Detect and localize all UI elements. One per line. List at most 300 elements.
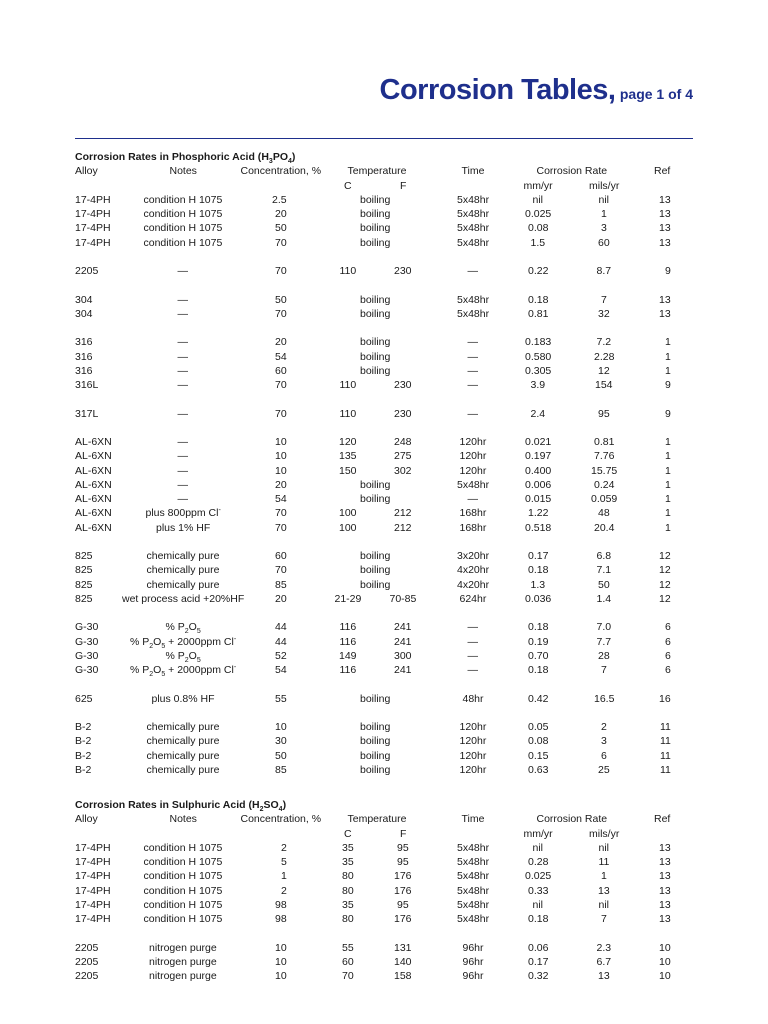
cell-alloy: B-2	[75, 735, 92, 748]
cell-concentration: 2	[281, 841, 287, 854]
cell-alloy: 316L	[75, 379, 99, 391]
cell-temp-f: 241	[394, 621, 412, 634]
cell-concentration: 44	[275, 621, 287, 634]
cell-alloy: 17-4PH	[75, 841, 111, 854]
cell-rate-mm-yr: 0.580	[525, 350, 552, 363]
cell-time: 48hr	[462, 692, 484, 705]
cell-notes: nitrogen purge	[149, 970, 217, 982]
cell-time: 5x48hr	[457, 913, 490, 925]
cell-temp-c: 135	[339, 450, 357, 463]
cell-rate-mils-yr: nil	[598, 841, 610, 854]
cell-alloy: 17-4PH	[75, 856, 111, 868]
cell-temp-f: 275	[394, 450, 412, 463]
cell-notes	[166, 621, 201, 635]
cell-rate-mils-yr: 95	[598, 407, 610, 420]
header-ref: Ref	[654, 165, 671, 178]
cell-rate-mils-yr: 7.1	[596, 564, 612, 577]
cell-ref: 13	[659, 193, 671, 206]
cell-alloy: 17-4PH	[75, 884, 111, 897]
cell-alloy: G-30	[75, 664, 99, 676]
cell-time: 96hr	[462, 941, 484, 954]
cell-ref: 6	[665, 635, 671, 648]
cell-ref: 1	[665, 493, 671, 505]
cell-temperature-boiling: boiling	[360, 478, 391, 491]
cell-alloy: 17-4PH	[75, 236, 111, 249]
cell-concentration: 54	[275, 493, 287, 505]
cell-rate-mils-yr: 7.76	[594, 450, 615, 463]
cell-time: 5x48hr	[457, 208, 490, 220]
cell-temp-f: 230	[394, 265, 412, 277]
cell-time: 5x48hr	[457, 841, 490, 854]
cell-rate-mm-yr: 0.18	[528, 621, 549, 634]
cell-rate-mm-yr: 0.22	[528, 265, 549, 277]
cell-concentration: 10	[275, 450, 287, 463]
cell-rate-mm-yr: nil	[532, 898, 544, 911]
cell-time: 4x20hr	[457, 578, 490, 591]
cell-concentration: 50	[275, 293, 287, 306]
cell-notes: condition H 1075	[143, 841, 223, 854]
cell-ref: 13	[659, 856, 671, 868]
cell-notes: —	[177, 478, 188, 491]
cell-concentration: 20	[275, 592, 287, 605]
cell-ref: 11	[660, 763, 671, 776]
subscript: 2	[184, 628, 189, 636]
cell-notes: chemically pure	[146, 721, 220, 733]
header-notes: Notes	[169, 813, 197, 826]
cell-rate-mils-yr: 0.81	[594, 436, 615, 448]
cell-alloy: 17-4PH	[75, 898, 111, 911]
cell-temp-f: 212	[394, 507, 412, 520]
cell-rate-mils-yr: 7	[601, 293, 607, 306]
text-segment: O	[188, 649, 197, 662]
cell-temp-f: 230	[394, 379, 412, 391]
page-title-main: Corrosion Tables,	[379, 74, 616, 106]
cell-time: —	[467, 407, 478, 420]
subscript: 2	[149, 671, 154, 678]
cell-time: 5x48hr	[457, 236, 490, 249]
cell-concentration: 50	[275, 222, 287, 235]
cell-concentration: 70	[275, 307, 287, 320]
cell-rate-mm-yr: 0.183	[525, 336, 552, 349]
cell-temp-c: 116	[339, 621, 357, 634]
cell-alloy: 316	[75, 364, 93, 377]
cell-time: 5x48hr	[457, 193, 490, 206]
cell-ref: 1	[665, 350, 671, 363]
cell-alloy: G-30	[75, 635, 99, 648]
cell-ref: 13	[659, 293, 671, 306]
cell-concentration: 52	[275, 649, 287, 662]
cell-notes: condition H 1075	[143, 222, 223, 235]
cell-time: —	[467, 493, 478, 505]
cell-time: 5x48hr	[457, 870, 490, 883]
cell-ref: 1	[665, 436, 671, 448]
cell-temp-f: 95	[397, 898, 409, 911]
cell-alloy: B-2	[75, 749, 92, 762]
cell-rate-mm-yr: 1.5	[530, 236, 546, 249]
cell-ref: 13	[659, 208, 671, 220]
cell-rate-mils-yr: 7	[601, 664, 607, 676]
cell-notes: condition H 1075	[143, 856, 223, 868]
cell-alloy: 17-4PH	[75, 193, 111, 206]
header-celsius: C	[344, 179, 352, 192]
cell-temp-c: 116	[339, 664, 357, 676]
cell-concentration: 1	[281, 870, 287, 883]
cell-notes: —	[177, 450, 188, 463]
cell-temp-c: 35	[342, 856, 354, 868]
subscript: 2	[259, 806, 264, 813]
cell-temp-c: 100	[339, 507, 357, 520]
subscript: 5	[161, 642, 166, 650]
cell-ref: 12	[659, 550, 671, 562]
cell-concentration: 54	[275, 350, 287, 363]
cell-rate-mm-yr: 0.18	[528, 664, 549, 676]
cell-time: —	[467, 265, 478, 277]
cell-rate-mils-yr: 15.75	[591, 464, 618, 477]
cell-rate-mm-yr: 0.15	[528, 749, 549, 762]
cell-temp-f: 300	[394, 649, 412, 662]
cell-alloy: 825	[75, 550, 93, 562]
cell-alloy: AL-6XN	[75, 436, 112, 448]
header-temperature: Temperature	[347, 813, 407, 826]
cell-time: 3x20hr	[457, 550, 490, 562]
cell-alloy: G-30	[75, 649, 99, 662]
cell-temp-c: 35	[342, 841, 354, 854]
cell-ref: 9	[665, 407, 671, 420]
cell-alloy: AL-6XN	[75, 464, 112, 477]
cell-rate-mm-yr: 0.025	[525, 208, 552, 220]
cell-temp-c: 70	[342, 970, 354, 982]
cell-rate-mm-yr: 0.025	[525, 870, 552, 883]
cell-time: 120hr	[459, 749, 487, 762]
superscript: -	[218, 507, 221, 515]
cell-temp-f: 241	[394, 664, 412, 676]
header-fahrenheit: F	[400, 179, 407, 192]
cell-rate-mils-yr: 1	[601, 208, 607, 220]
cell-ref: 11	[660, 749, 671, 762]
subscript: 3	[268, 158, 273, 165]
cell-ref: 1	[665, 364, 671, 377]
cell-alloy: AL-6XN	[75, 521, 112, 534]
cell-concentration: 70	[275, 407, 287, 420]
cell-concentration: 70	[275, 265, 287, 277]
cell-ref: 6	[665, 621, 671, 634]
cell-time: —	[467, 664, 478, 676]
cell-ref: 10	[659, 941, 671, 954]
cell-alloy: 825	[75, 578, 93, 591]
text-segment: % P	[165, 649, 185, 662]
cell-concentration: 10	[275, 955, 287, 968]
cell-rate-mm-yr: 0.19	[528, 635, 549, 648]
cell-ref: 13	[659, 222, 671, 235]
cell-temp-c: 110	[339, 379, 357, 391]
cell-temperature-boiling: boiling	[360, 222, 391, 235]
cell-rate-mils-yr: 32	[598, 307, 610, 320]
section-title-text: Corrosion Rates in Phosphoric Acid	[75, 151, 255, 163]
cell-rate-mm-yr: 0.18	[528, 293, 549, 306]
cell-ref: 1	[665, 464, 671, 477]
section-title: Corrosion Rates in Sulphuric Acid $(H_2SO_4)$	[75, 799, 287, 813]
cell-time: 168hr	[459, 521, 487, 534]
cell-temp-c: 21-29	[334, 592, 362, 605]
header-alloy: Alloy	[75, 813, 98, 826]
cell-notes	[130, 664, 236, 678]
subscript: 5	[161, 671, 166, 678]
cell-concentration: 44	[275, 635, 287, 648]
cell-concentration: 50	[275, 749, 287, 762]
cell-concentration: 10	[275, 941, 287, 954]
cell-rate-mils-yr: 12	[598, 364, 610, 377]
cell-temperature-boiling: boiling	[360, 293, 391, 306]
header-mils-yr: mils/yr	[589, 827, 620, 840]
cell-ref: 12	[659, 578, 671, 591]
cell-temperature-boiling: boiling	[360, 208, 391, 220]
formula-segment: SO	[263, 799, 279, 811]
cell-alloy: B-2	[75, 763, 92, 776]
cell-concentration: 55	[275, 692, 287, 705]
cell-notes: —	[177, 436, 188, 448]
cell-temp-c: 116	[339, 635, 357, 648]
cell-ref: 1	[665, 336, 671, 349]
header-fahrenheit: F	[400, 827, 407, 840]
cell-notes: wet process acid +20%HF	[122, 592, 245, 605]
cell-temperature-boiling: boiling	[360, 493, 391, 505]
cell-temp-f: 230	[394, 407, 412, 420]
cell-ref: 13	[659, 898, 671, 911]
cell-rate-mils-yr: 6.7	[596, 955, 612, 968]
cell-temp-c: 35	[342, 898, 354, 911]
cell-notes: condition H 1075	[143, 898, 223, 911]
cell-concentration: 70	[275, 236, 287, 249]
cell-notes: condition H 1075	[143, 208, 223, 220]
cell-alloy: 17-4PH	[75, 870, 111, 883]
header-corrosion-rate: Corrosion Rate	[536, 813, 608, 826]
cell-temperature-boiling: boiling	[360, 350, 391, 363]
cell-temperature-boiling: boiling	[360, 307, 391, 320]
cell-time: 5x48hr	[457, 222, 490, 235]
cell-notes: chemically pure	[146, 749, 220, 762]
cell-concentration: 98	[275, 898, 287, 911]
cell-rate-mils-yr: 7.7	[596, 635, 612, 648]
cell-notes: chemically pure	[146, 763, 220, 776]
cell-concentration: 70	[275, 379, 287, 391]
cell-time: 96hr	[462, 970, 484, 982]
cell-ref: 6	[665, 649, 671, 662]
cell-alloy: 317L	[75, 407, 99, 420]
cell-notes: condition H 1075	[143, 913, 223, 925]
subscript: 4	[278, 806, 283, 813]
cell-notes: —	[177, 350, 188, 363]
cell-concentration: 2.5	[272, 193, 287, 206]
page-number: page 1 of 4	[619, 86, 693, 102]
cell-rate-mils-yr: nil	[598, 193, 610, 206]
cell-temperature-boiling: boiling	[360, 721, 391, 733]
cell-temperature-boiling: boiling	[360, 564, 391, 577]
formula-segment: H	[251, 799, 260, 811]
cell-temp-c: 55	[342, 941, 354, 954]
cell-temp-f: 176	[394, 870, 412, 883]
formula-segment: PO	[272, 151, 288, 163]
cell-time: 120hr	[459, 436, 487, 448]
cell-alloy: 17-4PH	[75, 208, 111, 220]
cell-concentration: 70	[275, 507, 287, 520]
cell-rate-mils-yr: 7.0	[596, 621, 612, 634]
cell-concentration: 60	[275, 550, 287, 562]
header-temperature: Temperature	[347, 165, 407, 178]
cell-ref: 12	[659, 564, 671, 577]
cell-notes: chemically pure	[146, 578, 220, 591]
cell-time: —	[467, 336, 478, 349]
text-segment: % P	[130, 635, 150, 648]
cell-rate-mm-yr: 0.17	[528, 550, 549, 562]
text-segment: + 2000ppm Cl	[165, 635, 234, 648]
cell-concentration: 85	[275, 763, 287, 776]
cell-time: 120hr	[459, 721, 487, 733]
cell-time: —	[467, 379, 478, 391]
cell-time: 624hr	[459, 592, 487, 605]
cell-notes: nitrogen purge	[149, 955, 217, 968]
cell-concentration: 10	[275, 721, 287, 733]
cell-ref: 13	[659, 307, 671, 320]
cell-time: 168hr	[459, 507, 487, 520]
cell-ref: 9	[665, 379, 671, 391]
cell-notes: nitrogen purge	[149, 941, 217, 954]
cell-rate-mm-yr: 0.006	[525, 478, 552, 491]
cell-concentration: 70	[275, 564, 287, 577]
header-concentration: Concentration, %	[240, 813, 322, 826]
cell-notes: —	[177, 265, 188, 277]
cell-rate-mils-yr: 7	[601, 913, 607, 925]
cell-alloy: 625	[75, 692, 93, 705]
cell-ref: 6	[665, 664, 671, 676]
cell-time: —	[467, 635, 478, 648]
cell-rate-mils-yr: 16.5	[594, 692, 615, 705]
cell-alloy: 825	[75, 564, 93, 577]
cell-rate-mm-yr: 3.9	[530, 379, 546, 391]
cell-alloy: AL-6XN	[75, 450, 112, 463]
cell-rate-mm-yr: 0.81	[528, 307, 549, 320]
cell-ref: 11	[660, 721, 671, 733]
cell-rate-mils-yr: 154	[595, 379, 613, 391]
cell-temp-c: 149	[339, 649, 357, 662]
cell-rate-mm-yr: 0.18	[528, 913, 549, 925]
cell-temperature-boiling: boiling	[360, 749, 391, 762]
cell-notes: —	[177, 293, 188, 306]
cell-rate-mils-yr: 13	[598, 970, 610, 982]
cell-alloy: 304	[75, 293, 93, 306]
cell-rate-mm-yr: 1.22	[528, 507, 549, 520]
cell-rate-mils-yr: 0.24	[594, 478, 615, 491]
cell-rate-mils-yr: 1	[601, 870, 607, 883]
cell-time: 4x20hr	[457, 564, 490, 577]
cell-rate-mils-yr: 20.4	[594, 521, 615, 534]
cell-rate-mm-yr: 0.70	[528, 649, 549, 662]
cell-rate-mm-yr: 0.06	[528, 941, 549, 954]
cell-ref: 12	[659, 592, 671, 605]
cell-rate-mm-yr: 0.021	[525, 436, 552, 448]
cell-time: —	[467, 649, 478, 662]
cell-rate-mils-yr: 2	[601, 721, 607, 733]
cell-temp-c: 110	[339, 265, 357, 277]
cell-notes: condition H 1075	[143, 870, 223, 883]
cell-notes	[130, 636, 236, 650]
cell-notes: —	[177, 407, 188, 420]
cell-temperature-boiling: boiling	[360, 763, 391, 776]
cell-rate-mm-yr: 0.518	[525, 521, 552, 534]
cell-rate-mm-yr: 0.18	[528, 564, 549, 577]
text-segment: O	[153, 664, 162, 676]
cell-rate-mm-yr: 0.08	[528, 222, 549, 235]
cell-time: 120hr	[459, 735, 487, 748]
cell-temperature-boiling: boiling	[360, 550, 391, 562]
cell-rate-mm-yr: 0.17	[528, 955, 549, 968]
cell-alloy: 316	[75, 336, 93, 349]
cell-temp-f: 241	[394, 635, 412, 648]
cell-temp-f: 140	[394, 955, 412, 968]
subscript: 2	[184, 656, 189, 664]
section-title: Corrosion Rates in Phosphoric Acid $(H_3PO_4)$	[75, 151, 296, 165]
cell-rate-mm-yr: nil	[532, 193, 544, 206]
cell-concentration: 20	[275, 478, 287, 491]
cell-temp-f: 212	[394, 521, 412, 534]
cell-time: —	[467, 621, 478, 634]
cell-temp-c: 80	[342, 884, 354, 897]
cell-temp-f: 95	[397, 841, 409, 854]
header-mm-yr: mm/yr	[523, 827, 553, 840]
header-time: Time	[461, 813, 485, 826]
cell-notes: chemically pure	[146, 564, 220, 577]
section-title-text: Corrosion Rates in Sulphuric Acid	[75, 799, 246, 811]
subscript: 5	[196, 628, 201, 636]
cell-rate-mm-yr: nil	[532, 841, 544, 854]
cell-ref: 13	[659, 913, 671, 925]
cell-concentration: 54	[275, 664, 287, 676]
header-concentration: Concentration, %	[240, 165, 322, 178]
cell-rate-mils-yr: 2.3	[596, 941, 612, 954]
formula-segment: H	[261, 151, 269, 163]
cell-notes: condition H 1075	[143, 193, 223, 206]
cell-notes: —	[177, 379, 188, 391]
header-celsius: C	[344, 827, 352, 840]
cell-temp-c: 120	[339, 436, 357, 448]
cell-ref: 1	[665, 450, 671, 463]
cell-temp-c: 100	[339, 521, 357, 534]
cell-rate-mils-yr: 28	[598, 649, 610, 662]
cell-time: 5x48hr	[457, 884, 490, 897]
cell-rate-mm-yr: 0.036	[525, 592, 552, 605]
cell-temp-c: 60	[342, 955, 354, 968]
header-notes: Notes	[169, 165, 197, 178]
cell-time: 120hr	[459, 763, 487, 776]
cell-rate-mils-yr: 6	[601, 749, 607, 762]
cell-ref: 11	[660, 735, 671, 748]
cell-temperature-boiling: boiling	[360, 364, 391, 377]
cell-concentration: 85	[275, 578, 287, 591]
cell-time: 120hr	[459, 464, 487, 477]
cell-temp-f: 95	[397, 856, 409, 868]
cell-alloy: 17-4PH	[75, 913, 111, 925]
cell-rate-mm-yr: 0.197	[525, 450, 552, 463]
cell-rate-mils-yr: 25	[598, 763, 610, 776]
cell-time: —	[467, 350, 478, 363]
cell-temp-c: 150	[339, 464, 357, 477]
cell-concentration: 20	[275, 336, 287, 349]
cell-rate-mm-yr: 0.05	[528, 721, 549, 733]
cell-rate-mm-yr: 0.32	[528, 970, 549, 982]
cell-ref: 13	[659, 884, 671, 897]
cell-temp-f: 131	[394, 941, 412, 954]
cell-concentration: 2	[281, 884, 287, 897]
cell-notes	[166, 650, 201, 664]
